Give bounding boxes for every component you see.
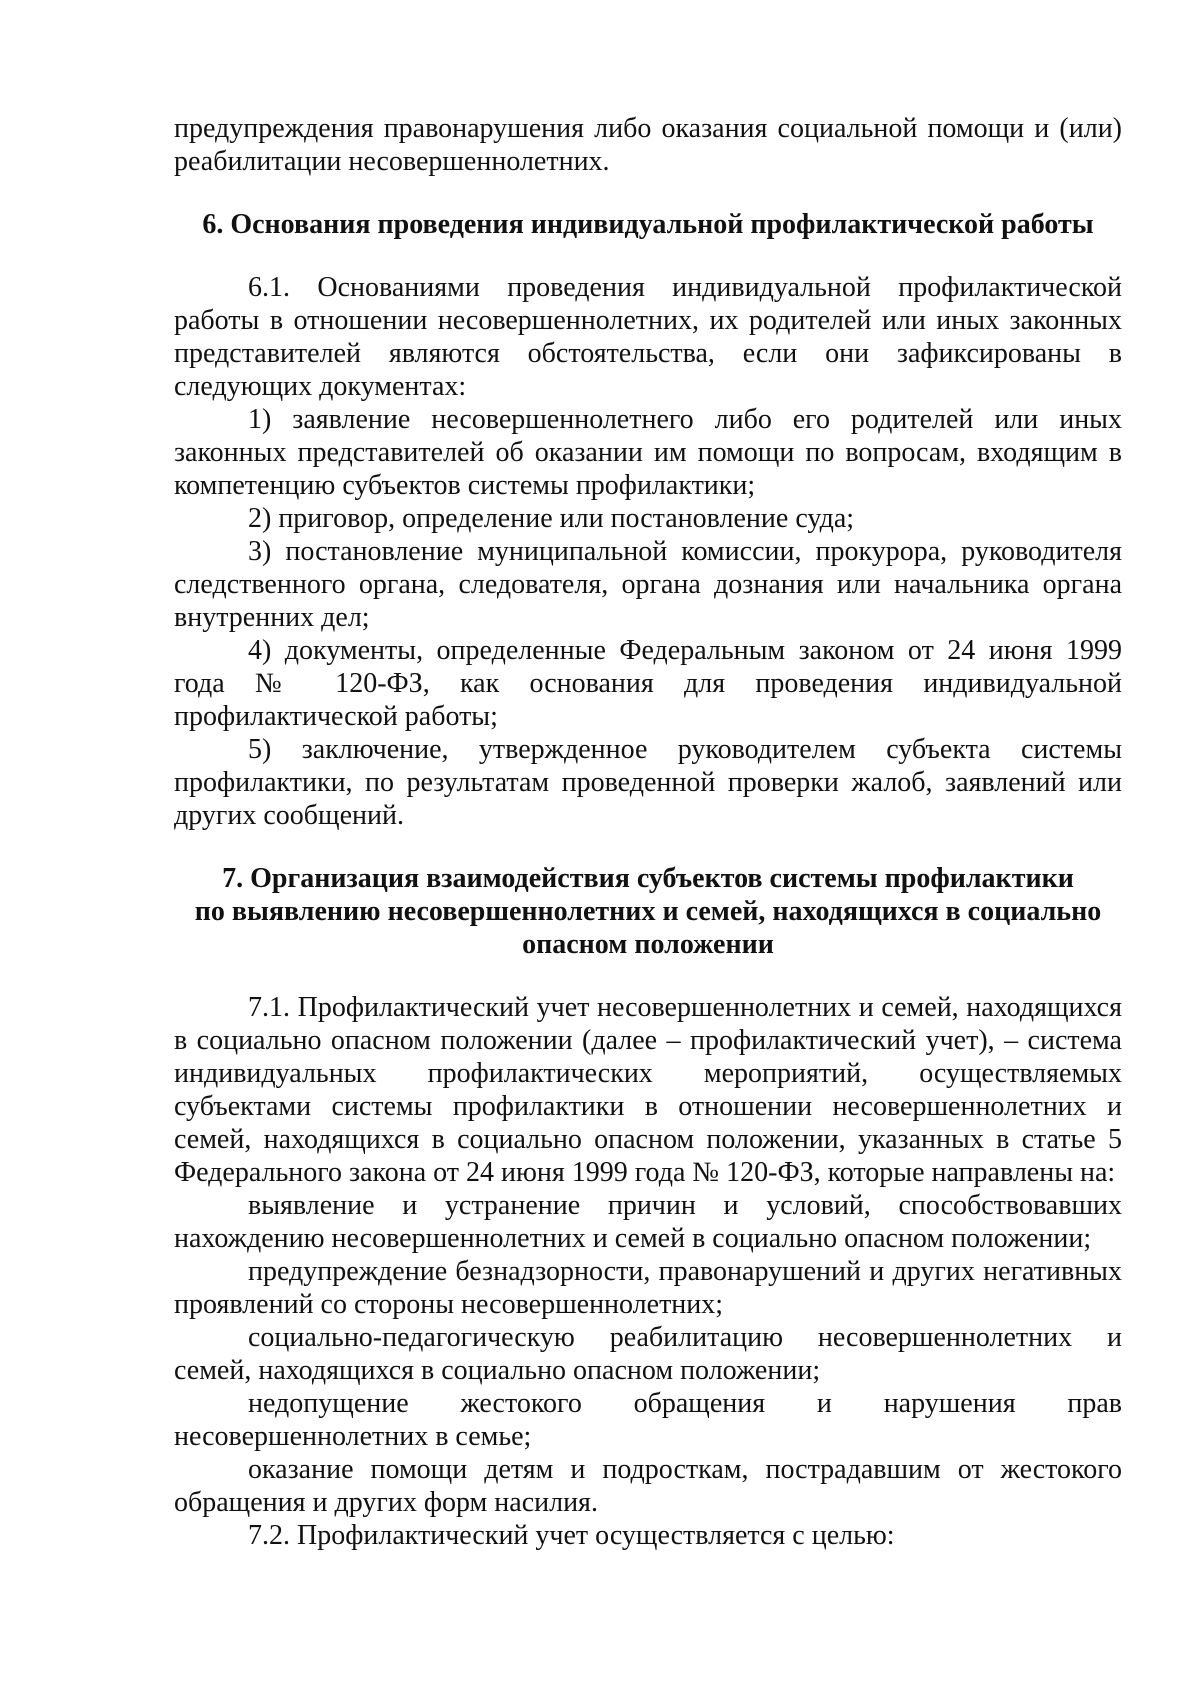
intro-continuation-paragraph: предупреждения правонарушения либо оказания социальной помощи и (или) реабилитации несовершеннолетних. [174, 113, 1122, 177]
section-6-heading: 6. Основания проведения индивидуальной профилактической работы [202, 209, 1094, 240]
list-item: 4) документы, определенные Федеральным законом от 24 июня 1999 года № 120-ФЗ, как основания для проведения индивидуальной профилактической работы; [174, 635, 1122, 732]
spacer [174, 241, 1122, 271]
list-item: предупреждение безнадзорности, правонарушений и других негативных проявлений со стороны несовершеннолетних; [174, 1256, 1122, 1320]
list-item: 3) постановление муниципальной комиссии, прокурора, руководителя следственного органа, следователя, органа дознания или начальника органа внутренних дел; [174, 536, 1122, 633]
list-item: 1) заявление несовершеннолетнего либо его родителей или иных законных представителей об оказании им помощи по вопросам, входящим в компетенцию субъектов системы профилактики; [174, 404, 1122, 501]
section-7-heading-line-3: опасном положении [522, 929, 774, 960]
list-item: недопущение жестокого обращения и нарушения прав несовершеннолетних в семье; [174, 1388, 1122, 1452]
list-item: оказание помощи детям и подросткам, пострадавшим от жестокого обращения и других форм насилия. [174, 1454, 1122, 1518]
spacer [174, 832, 1122, 862]
paragraph-6-1: 6.1. Основаниями проведения индивидуальной профилактической работы в отношении несовершеннолетних, их родителей или иных законных представителей являются обстоятельства, если они зафиксированы в следующих документах: [174, 272, 1122, 402]
document-page [174, 112, 1122, 1552]
list-item: выявление и устранение причин и условий, способствовавших нахождению несовершеннолетних и семей в социально опасном положении; [174, 1190, 1122, 1254]
list-item: 2) приговор, определение или постановление суда; [248, 503, 855, 534]
section-7-heading-line-1: 7. Организация взаимодействия субъектов системы профилактики [222, 863, 1074, 894]
list-item: 5) заключение, утвержденное руководителем субъекта системы профилактики, по результатам проведенной проверки жалоб, заявлений или других сообщений. [174, 734, 1122, 831]
paragraph-7-1: 7.1. Профилактический учет несовершеннолетних и семей, находящихся в социально опасном положении (далее – профилактический учет), – система индивидуальных профилактических мероприятий, осуществляемых субъектами системы профилактики в отношении несовершеннолетних и семей, находящихся в социально опасном положении, указанных в статье 5 Федерального закона от 24 июня 1999 года № 120-ФЗ, которые направлены на: [174, 992, 1122, 1188]
spacer [174, 178, 1122, 208]
list-item: социально-педагогическую реабилитацию несовершеннолетних и семей, находящихся в социально опасном положении; [174, 1322, 1122, 1386]
spacer [174, 961, 1122, 991]
section-7-heading-line-2: по выявлению несовершеннолетних и семей, находящихся в социально [194, 896, 1102, 927]
paragraph-7-2: 7.2. Профилактический учет осуществляется с целью: [248, 1520, 895, 1551]
